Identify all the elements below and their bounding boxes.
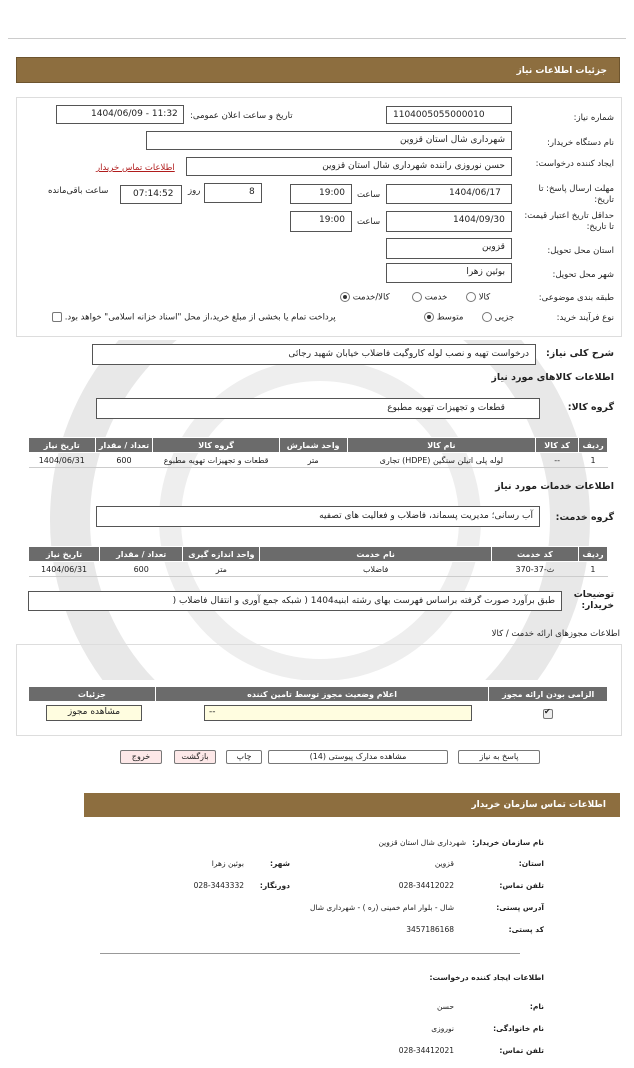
- services-col-name: نام خدمت: [260, 547, 491, 562]
- permits-col-details: جزئیات: [29, 687, 156, 702]
- contact-province-label: استان:: [518, 859, 544, 868]
- permits-table: [28, 686, 608, 702]
- announce-label: تاریخ و ساعت اعلان عمومی:: [190, 111, 293, 121]
- reply-button[interactable]: پاسخ به نیاز: [458, 750, 540, 764]
- services-cell-qty: 600: [100, 562, 183, 577]
- goods-col-code: کد کالا: [536, 438, 579, 453]
- services-cell-unit: متر: [183, 562, 260, 577]
- contact-city-label: شهر:: [270, 859, 290, 868]
- validity-label: حداقل تاریخ اعتبار قیمت: تا تاریخ:: [524, 211, 614, 232]
- goods-cell-row: 1: [579, 453, 608, 468]
- category-option-goods-label: کالا: [478, 292, 491, 303]
- print-button[interactable]: چاپ: [226, 750, 262, 764]
- goods-col-unit: واحد شمارش: [279, 438, 347, 453]
- creator-info-title: اطلاعات ایجاد کننده درخواست:: [429, 973, 544, 982]
- contact-city-value: بوئین زهرا: [211, 859, 244, 868]
- contact-divider: [100, 953, 520, 954]
- remaining-label: ساعت باقی‌مانده: [48, 186, 109, 196]
- remaining-field[interactable]: 07:14:52: [120, 185, 182, 204]
- contact-org-label: نام سازمان خریدار:: [472, 838, 544, 847]
- category-label: طبقه بندی موضوعی:: [538, 293, 614, 303]
- checkmark-icon: ✔: [544, 707, 551, 716]
- services-col-row: ردیف: [578, 547, 607, 562]
- table-row[interactable]: [29, 453, 608, 468]
- creator-name-label: نام:: [529, 1002, 544, 1011]
- services-col-date: تاریخ نیاز: [29, 547, 100, 562]
- creator-label: ایجاد کننده درخواست:: [535, 159, 614, 169]
- creator-phone-value: 028-34412021: [398, 1046, 454, 1055]
- goods-table: [28, 437, 608, 468]
- goods-col-row: ردیف: [579, 438, 608, 453]
- radio-icon: [466, 292, 476, 302]
- contact-address-value: شال - بلوار امام خمینی (ره ) - شهرداری شال: [309, 903, 454, 912]
- validity-time-label: ساعت: [357, 217, 381, 227]
- goods-cell-date: 1404/06/31: [29, 453, 96, 468]
- buyer-contact-link[interactable]: اطلاعات تماس خریدار: [96, 163, 175, 173]
- permits-col-status: اعلام وضعیت مجوز توسط تامین کننده: [155, 687, 489, 702]
- page-title: جزئیات اطلاعات نیاز: [516, 66, 607, 76]
- payment-note-text: پرداخت تمام یا بخشی از مبلغ خرید،از محل "اسناد خزانه اسلامی" خواهد بود.: [64, 312, 336, 323]
- buyer-notes-label: توضیحات خریدار:: [573, 590, 614, 611]
- back-button[interactable]: بازگشت: [174, 750, 216, 764]
- process-option-medium-label: متوسط: [436, 312, 464, 323]
- buyer-notes-field[interactable]: طبق برآورد صورت گرفته براساس فهرست بهای رشته ابنیه1404 ( شبکه جمع آوری و انتقال فاضلاب (: [28, 591, 562, 611]
- process-option-minor-label: جزیی: [494, 312, 515, 323]
- goods-group-label: گروه کالا:: [567, 402, 614, 413]
- goods-col-date: تاریخ نیاز: [29, 438, 96, 453]
- services-table: [28, 546, 608, 577]
- buyer-label: نام دستگاه خریدار:: [547, 138, 614, 148]
- contact-phone-label: تلفن تماس:: [499, 881, 544, 890]
- contact-postal-label: کد پستی:: [508, 925, 544, 934]
- province-field[interactable]: قزوین: [386, 238, 512, 259]
- creator-name-value: حسن: [436, 1002, 454, 1011]
- category-option-service-label: خدمت: [424, 292, 448, 303]
- goods-col-qty: تعداد / مقدار: [95, 438, 153, 453]
- contact-address-label: آدرس پستی:: [496, 903, 544, 912]
- goods-cell-name: لوله پلی اتیلن سنگین (HDPE) تجاری: [347, 453, 536, 468]
- services-cell-row: 1: [578, 562, 607, 577]
- top-divider: [8, 38, 626, 39]
- process-option-minor[interactable]: [482, 312, 514, 323]
- creator-phone-label: تلفن تماس:: [499, 1046, 544, 1055]
- radio-selected-icon: [424, 312, 434, 322]
- view-permit-button[interactable]: مشاهده مجوز: [46, 705, 142, 721]
- days-label: روز: [188, 186, 201, 196]
- services-group-field[interactable]: آب رسانی؛ مدیریت پسماند، فاضلاب و فعالیت های تصفیه: [96, 506, 540, 527]
- creator-family-label: نام خانوادگی:: [493, 1024, 544, 1033]
- creator-field[interactable]: حسن نوروزی راننده شهرداری شال استان قزوین: [186, 157, 512, 176]
- validity-date-field[interactable]: 1404/09/30: [386, 211, 512, 232]
- summary-label: شرح کلی نیاز:: [545, 348, 614, 359]
- validity-time-field[interactable]: 19:00: [290, 211, 352, 232]
- contact-org-value: شهرداری شال استان قزوین: [378, 838, 466, 847]
- goods-cell-unit: متر: [279, 453, 347, 468]
- creator-family-value: نوروزی: [431, 1024, 454, 1033]
- contact-fax-value: 028-3443332: [193, 881, 244, 890]
- contact-header: [84, 793, 620, 817]
- permits-title: اطلاعات مجوزهای ارائه خدمت / کالا: [491, 629, 620, 639]
- goods-section-title: اطلاعات کالاهای مورد نیاز: [491, 372, 614, 383]
- services-col-code: کد خدمت: [491, 547, 578, 562]
- process-label: نوع فرآیند خرید:: [556, 313, 614, 323]
- announce-field[interactable]: 1404/06/09 - 11:32: [56, 105, 184, 124]
- radio-selected-icon: [340, 292, 350, 302]
- goods-cell-qty: 600: [95, 453, 153, 468]
- exit-button[interactable]: خروج: [120, 750, 162, 764]
- services-cell-date: 1404/06/31: [29, 562, 100, 577]
- contact-province-value: قزوین: [434, 859, 454, 868]
- checkbox-icon: [52, 312, 62, 322]
- city-field[interactable]: بوئین زهرا: [386, 263, 512, 283]
- contact-fax-label: دورنگار:: [259, 881, 290, 890]
- services-col-qty: تعداد / مقدار: [100, 547, 183, 562]
- buyer-field[interactable]: شهرداری شال استان قزوین: [146, 131, 512, 150]
- category-option-service[interactable]: [412, 292, 447, 303]
- services-section-title: اطلاعات خدمات مورد نیاز: [495, 481, 614, 492]
- goods-col-group: گروه کالا: [153, 438, 279, 453]
- contact-title: اطلاعات تماس سازمان خریدار: [471, 800, 606, 810]
- category-option-goods[interactable]: [466, 292, 490, 303]
- services-col-unit: واحد اندازه گیری: [183, 547, 260, 562]
- permit-status-field[interactable]: --: [204, 705, 472, 721]
- attachments-button[interactable]: مشاهده مدارک پیوستی (14): [268, 750, 448, 764]
- category-option-both-label: کالا/خدمت: [352, 292, 390, 303]
- payment-note[interactable]: [52, 312, 336, 323]
- need-number-field[interactable]: 1104005055000010: [386, 106, 512, 124]
- permits-col-required: الزامی بودن ارائه مجوز: [489, 687, 608, 702]
- contact-phone-value: 028-34412022: [398, 881, 454, 890]
- reply-time-field[interactable]: 19:00: [290, 184, 352, 204]
- days-field[interactable]: 8: [204, 183, 262, 203]
- summary-field[interactable]: درخواست تهیه و نصب لوله کاروگیت فاضلاب خیابان شهید رجائی: [92, 344, 536, 365]
- goods-cell-code: --: [536, 453, 579, 468]
- goods-group-field[interactable]: قطعات و تجهیزات تهویه مطبوع: [96, 398, 540, 419]
- services-cell-name: فاضلاب: [260, 562, 491, 577]
- services-cell-code: ث-37-370: [491, 562, 578, 577]
- reply-deadline-label: مهلت ارسال پاسخ: تا تاریخ:: [538, 184, 614, 205]
- goods-col-name: نام کالا: [347, 438, 536, 453]
- services-group-label: گروه خدمت:: [555, 512, 614, 523]
- province-label: استان محل تحویل:: [547, 246, 614, 256]
- process-option-medium[interactable]: [424, 312, 463, 323]
- contact-postal-value: 3457186168: [406, 925, 454, 934]
- radio-icon: [482, 312, 492, 322]
- reply-date-field[interactable]: 1404/06/17: [386, 184, 512, 204]
- radio-icon: [412, 292, 422, 302]
- goods-cell-group: قطعات و تجهیزات تهویه مطبوع: [153, 453, 279, 468]
- city-label: شهر محل تحویل:: [552, 270, 614, 280]
- page-header: [16, 57, 620, 83]
- reply-time-label: ساعت: [357, 190, 381, 200]
- need-number-label: شماره نیاز:: [573, 113, 614, 123]
- table-row[interactable]: [29, 562, 608, 577]
- category-option-both[interactable]: [340, 292, 390, 303]
